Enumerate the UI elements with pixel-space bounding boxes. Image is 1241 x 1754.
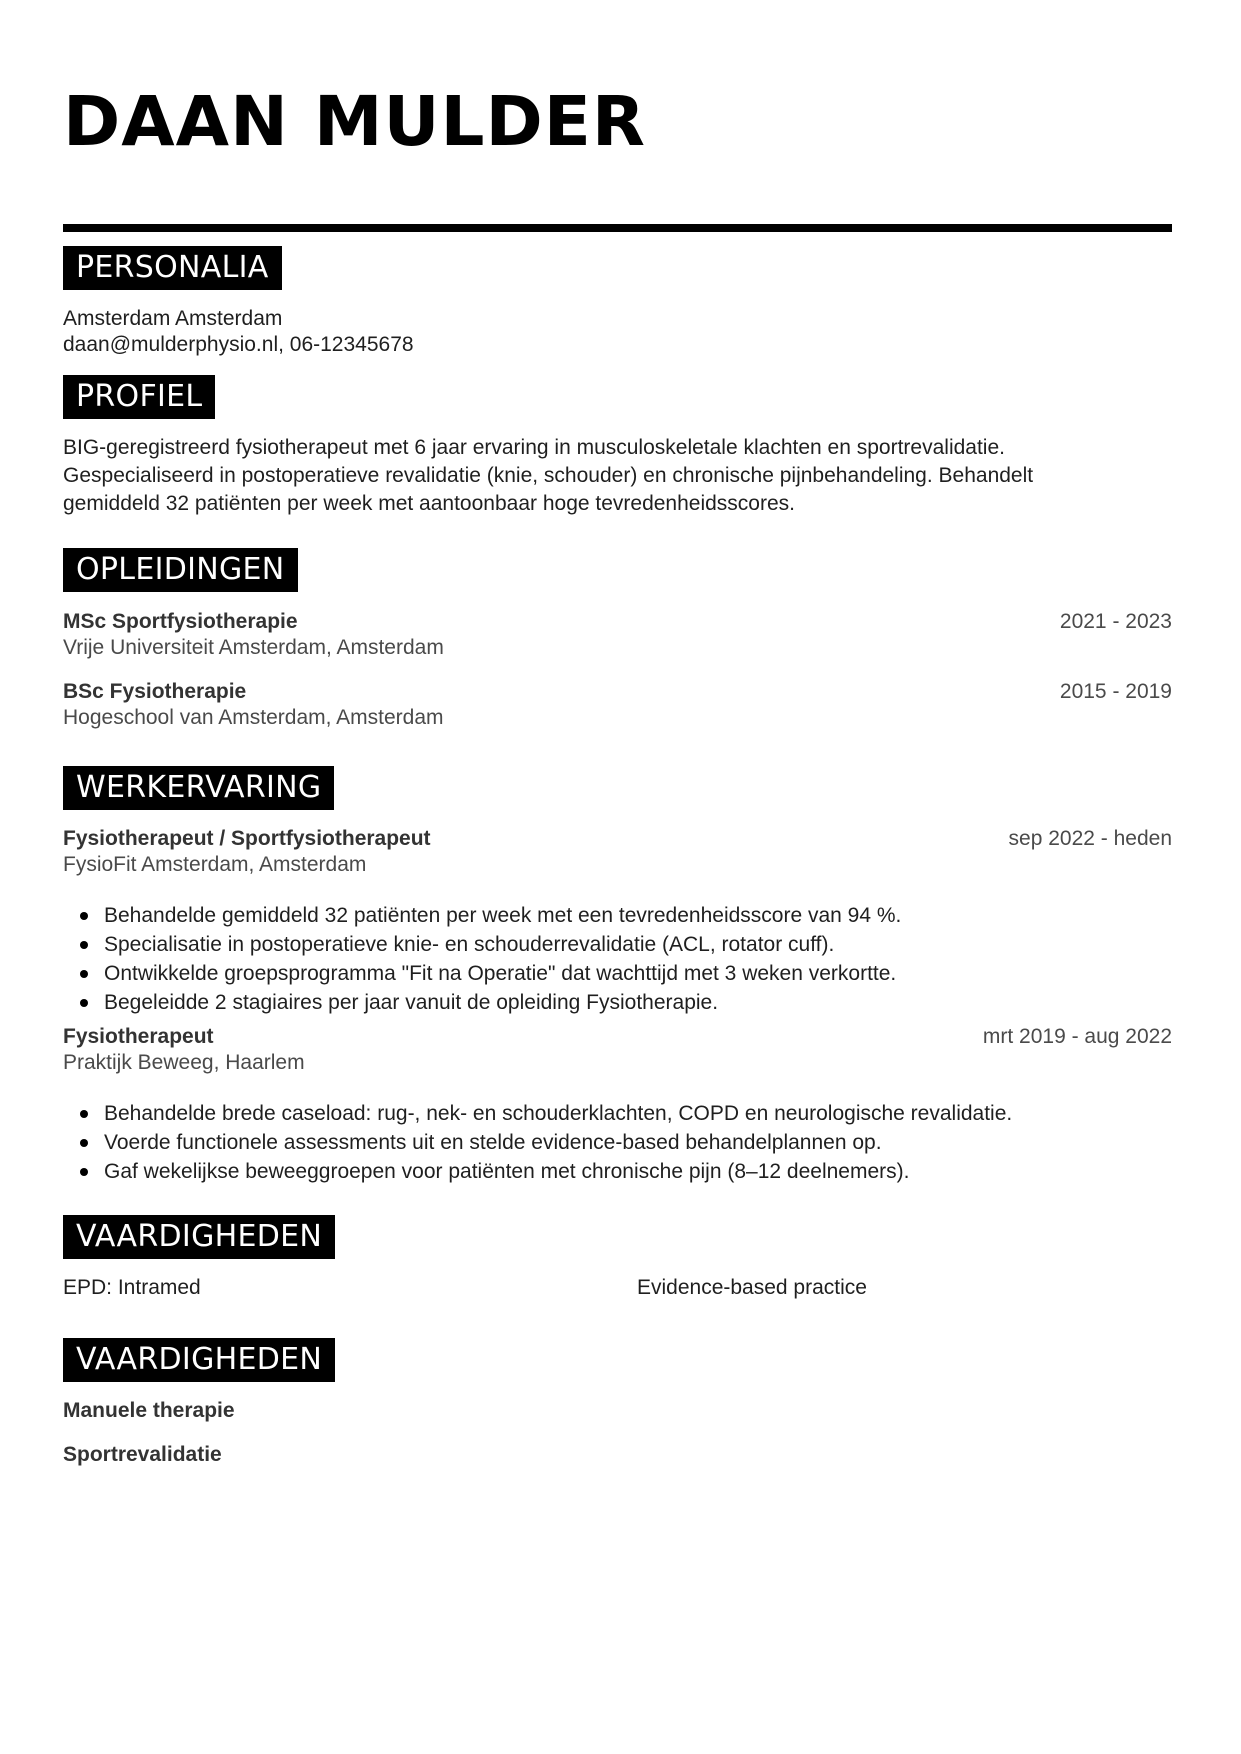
bullet-icon [80, 999, 88, 1007]
personalia-location: Amsterdam Amsterdam [63, 307, 283, 330]
bullet-icon [80, 941, 88, 949]
section-heading-vaardigheden: VAARDIGHEDEN [63, 1215, 335, 1259]
list-item-text: Voerde functionele assessments uit en stelde evidence-based behandelplannen op. [104, 1131, 882, 1154]
profiel-line: BIG-geregistreerd fysiotherapeut met 6 jaar ervaring in musculoskeletale klachten en sportrevalidatie. [63, 436, 1005, 459]
list-item [63, 1128, 1012, 1157]
list-item [63, 930, 901, 959]
job-achievements [63, 1099, 1012, 1186]
list-item-text: Begeleidde 2 stagiaires per jaar vanuit de opleiding Fysiotherapie. [104, 991, 719, 1014]
skill-item: Evidence-based practice [637, 1276, 867, 1299]
list-item-text: Specialisatie in postoperatieve knie- en schouderrevalidatie (ACL, rotator cuff). [104, 933, 835, 956]
education-title: BSc Fysiotherapie [63, 680, 247, 703]
section-heading-vaardigheden-2: VAARDIGHEDEN [63, 1338, 335, 1382]
list-item [63, 988, 901, 1017]
skill-item: Sportrevalidatie [63, 1443, 222, 1466]
list-item [63, 959, 901, 988]
job-employer: Praktijk Beweeg, Haarlem [63, 1051, 305, 1074]
job-achievements [63, 901, 901, 1017]
section-heading-werkervaring: WERKERVARING [63, 766, 334, 810]
job-title: Fysiotherapeut / Sportfysiotherapeut [63, 827, 431, 850]
list-item-text: Ontwikkelde groepsprogramma "Fit na Operatie" dat wachttijd met 3 weken verkortte. [104, 962, 897, 985]
section-heading-profiel: PROFIEL [63, 375, 215, 419]
job-period: mrt 2019 - aug 2022 [982, 1025, 1172, 1048]
education-institution: Vrije Universiteit Amsterdam, Amsterdam [63, 636, 444, 659]
bullet-icon [80, 912, 88, 920]
bullet-icon [80, 970, 88, 978]
skill-item: Manuele therapie [63, 1399, 235, 1422]
candidate-name: DAAN MULDER [63, 82, 647, 162]
list-item [63, 1099, 1012, 1128]
personalia-contact: daan@mulderphysio.nl, 06-12345678 [63, 333, 414, 356]
bullet-icon [80, 1139, 88, 1147]
list-item [63, 901, 901, 930]
section-heading-opleidingen: OPLEIDINGEN [63, 548, 298, 592]
list-item-text: Behandelde gemiddeld 32 patiënten per week met een tevredenheidsscore van 94 %. [104, 904, 902, 927]
education-period: 2015 - 2019 [1059, 680, 1172, 703]
education-title: MSc Sportfysiotherapie [63, 610, 298, 633]
skill-item: EPD: Intramed [63, 1276, 201, 1299]
list-item-text: Behandelde brede caseload: rug-, nek- en schouderklachten, COPD en neurologische revalidatie. [104, 1102, 1013, 1125]
profiel-summary [63, 434, 1172, 518]
education-period: 2021 - 2023 [1059, 610, 1172, 633]
list-item [63, 1157, 1012, 1186]
job-title: Fysiotherapeut [63, 1025, 214, 1048]
bullet-icon [80, 1110, 88, 1118]
job-period: sep 2022 - heden [1008, 827, 1172, 850]
job-employer: FysioFit Amsterdam, Amsterdam [63, 853, 367, 876]
list-item-text: Gaf wekelijkse beweeggroepen voor patiënten met chronische pijn (8–12 deelnemers). [104, 1160, 910, 1183]
profiel-line: gemiddeld 32 patiënten per week met aantoonbaar hoge tevredenheidsscores. [63, 492, 795, 515]
header-divider [63, 224, 1172, 232]
section-heading-personalia: PERSONALIA [63, 246, 282, 290]
education-institution: Hogeschool van Amsterdam, Amsterdam [63, 706, 444, 729]
bullet-icon [80, 1168, 88, 1176]
profiel-line: Gespecialiseerd in postoperatieve revalidatie (knie, schouder) en chronische pijnbehandeling. Behandelt [63, 464, 1034, 487]
